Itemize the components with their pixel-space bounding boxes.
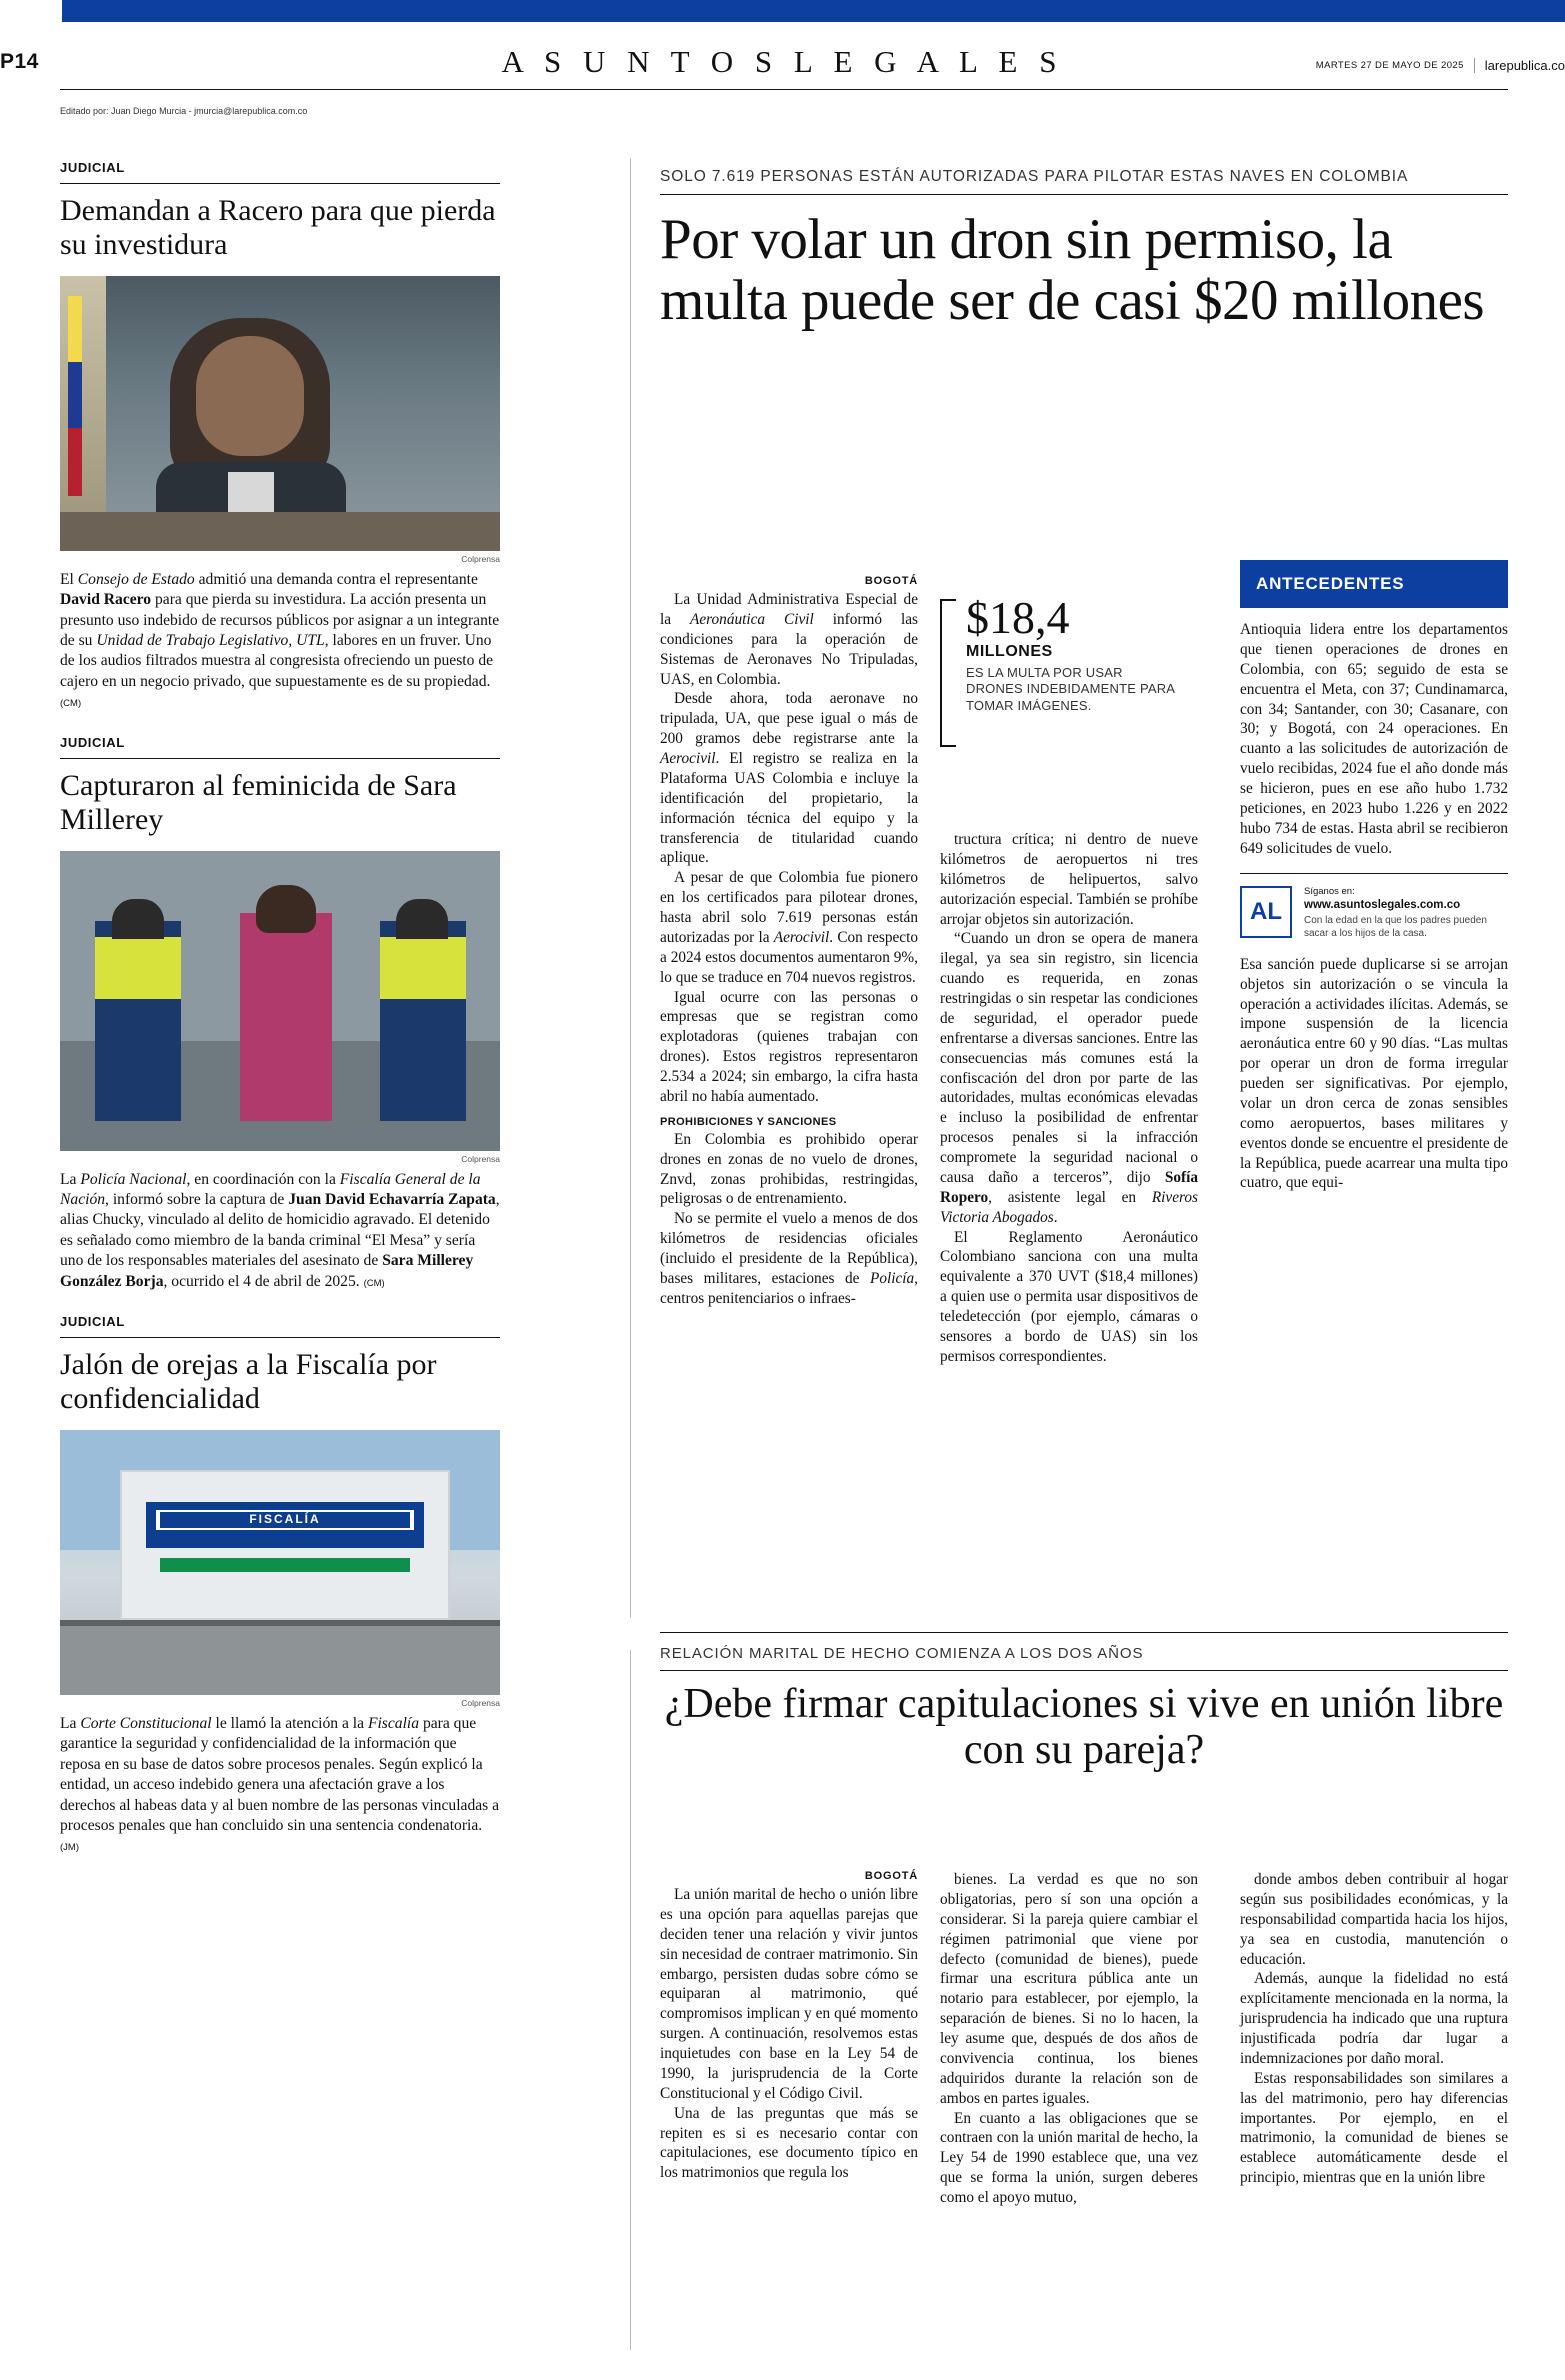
antecedentes-closing: Esa sanción puede duplicarse si se arrojan objetos sin autorización o se vincula la operación a actividades ilícitas. Además, se impone suspensión de la licencia aeronáutica entre 60 y 90 días. “Las multas por operar un dron de forma irregular pueden ser significativas. Por ejemplo, volar un dron cerca de zonas sensibles como aeropuertos, bases militares y eventos donde se encuentre el presidente de la República, puede acarrear una multa tipo cuatro, que equi- (1240, 955, 1508, 1192)
left-body-2 (60, 1170, 500, 1293)
left-body-3 (60, 1714, 500, 1857)
left-column (60, 160, 500, 1857)
main-headline[interactable]: Por volar un dron sin permiso, la multa puede ser de casi $20 millones (660, 208, 1485, 332)
follow-url[interactable]: www.asuntoslegales.com.co (1304, 899, 1461, 912)
bottom-col-1 (660, 1870, 918, 2183)
antecedentes-box (1240, 560, 1508, 1193)
left-headline-1[interactable]: Demandan a Racero para que pierda su investidura (60, 194, 496, 261)
rule-1 (60, 183, 500, 184)
antecedentes-body: Antioquia lidera entre los departamentos que tienen operaciones de drones en Colombia, con 65; seguido de esta se encuentra el Meta, con 37; Cundinamarca, con 34; Santander, con 30; Casanare, con 30; y Bogotá, con 24 operaciones. En cuanto a las solicitudes de autorización de vuelo recibidas, 2024 fue el año donde más se hicieron, pues en ese año hubo 1.732 peticiones, en 2023 hubo 1.226 y en 2022 hubo 734 de estas. Hasta abril se recibieron 649 solicitudes de vuelo. (1240, 621, 1508, 857)
follow-text (1304, 886, 1508, 941)
main-col-2 (940, 830, 1198, 1367)
bottom-headline[interactable]: ¿Debe firmar capitulaciones si vive en unión libre con su pareja? (664, 1681, 1504, 1774)
dateline-main: BOGOTÁ (864, 575, 918, 587)
main-story (660, 168, 1508, 331)
bottom-col1-text: La unión marital de hecho o unión libre es una opción para aquellas parejas que deciden tener una relación y vivir juntos sin necesidad de contraer matrimonio. Sin embargo, persisten dudas sobre cómo se equiparan al matrimonio, qué compromisos implican y en qué momento surgen. A continuación, resolvemos estas inquietudes con base en la Ley 54 de 1990, la jurisprudencia de la Corte Constitucional y el Código Civil. Una de las preguntas que más se repiten es si es necesario contar con capitulaciones, ese documento típico en los matrimonios que regula los (660, 1886, 918, 2182)
rule-2 (60, 758, 500, 759)
left-body-text-1: El Consejo de Estado admitió una demanda contra el representante David Racero para que pierda su investidura. La acción presenta un presunto uso indebido de recursos públicos por asignar a un integrante de su Unidad de Trabajo Legislativo, UTL, labores en un fruver. Uno de los audios filtrados muestra al congresista ofreciendo un puesto de cajero en un negocio privado, que supuestamente es de su propiedad. (60, 570, 500, 690)
column-rule-1 (630, 158, 631, 1618)
page-folio: P14 (0, 50, 39, 73)
bottom-col2-text: bienes. La verdad es que no son obligatorias, pero sí son una opción a considerar. Si la pareja quiere cambiar el régimen patrimonial que viene por defecto (comunidad de bienes), puede firmar una escritura pública ante un notario para establecer, por ejemplo, la separación de bienes. Si no lo hacen, la ley asume que, después de dos años de convivencia continua, los bienes adquiridos durante la relación son de ambos en partes iguales. En cuanto a las obligaciones que se contraen con la unión marital de hecho, la Ley 54 de 1990 establece que, una vez que se forma la unión, surgen deberes como el apoyo mutuo, (940, 1871, 1198, 2206)
pull-unit: MILLONES (966, 643, 1053, 660)
rule-3 (60, 1337, 500, 1338)
follow-label: Síganos en: (1304, 885, 1355, 897)
left-signature-3: (JM) (60, 1842, 79, 1854)
main-col2-text: tructura crítica; ni dentro de nueve kilómetros de aeropuertos ni tres kilómetros de helipuertos, salvo autorización especial. También se prohíbe arrojar objetos sin autorización. “Cuando un dron se opera de manera ilegal, ya sea sin registro, sin licencia cuando es requerida, en zonas restringidas o sin respetar las condiciones de seguridad, el operador puede enfrentarse a diversas sanciones. Entre las consecuencias más comunes está la confiscación del dron por parte de las autoridades, multas económicas elevadas e incluso la posibilidad de enfrentar procesos penales si la infracción compromete la seguridad nacional o causa daño a terceros”, dijo Sofía Ropero, asistente legal en Riveros Victoria Abogados. El Reglamento Aeronáutico Colombiano sanciona con una multa equivalente a 370 UVT ($18,4 millones) a quien use o permita usar dispositivos de teledetección (por ejemplo, cámaras o sensores a bordo de UAS) sin los permisos correspondientes. (940, 831, 1198, 1365)
bottom-story (660, 1645, 1508, 1773)
masthead-divider (1474, 58, 1475, 73)
follow-tagline: Con la edad en la que los padres pueden sacar a los hijos de la casa. (1304, 914, 1487, 940)
photo-racero (60, 276, 500, 551)
main-col1b-text: En Colombia es prohibido operar drones en zonas de no vuelo de drones, Znvd, zonas prohibidas, restringidas, peligrosas o de entrenamiento. No se permite el vuelo a menos de dos kilómetros de residencias oficiales (incluido el presidente de la República), bases militares, estaciones de Policía, centros penitenciarios o infraes- (660, 1130, 918, 1307)
photo-credit-3: Colprensa (461, 1697, 500, 1708)
photo-captura (60, 851, 500, 1151)
kicker-judicial-1: JUDICIAL (60, 160, 125, 175)
bottom-col3-text: donde ambos deben contribuir al hogar según sus posibilidades económicas, y la responsabilidad compartida hacia los hijos, ya sea en custodia, manutención o educación. Además, aunque la fidelidad no está explícitamente mencionada en la norma, la jurisprudencia ha indicado que una ruptura injustificada podría dar lugar a indemnizaciones por daño moral. Estas responsabilidades son similares a las del matrimonio, pero hay diferencias importantes. Por ejemplo, en el matrimonio, la comunidad de bienes se establece automáticamente desde el principio, mientras que en la unión libre (1240, 1871, 1508, 2187)
site-url[interactable]: larepublica.co (1484, 58, 1565, 73)
main-col-1 (660, 575, 918, 1309)
bottom-col-2 (940, 1870, 1198, 2208)
antecedentes-title: ANTECEDENTES (1240, 560, 1508, 608)
kicker-judicial-3: JUDICIAL (60, 1314, 125, 1330)
bracket-decoration (940, 599, 956, 747)
bottom-antetitulo: RELACIÓN MARITAL DE HECHO COMIENZA A LOS DOS AÑOS (660, 1645, 1508, 1671)
left-body-text-3: La Corte Constitucional le llamó la atención a la Fiscalía para que garantice la seguridad y confidencialidad de la información que reposa en su base de datos sobre procesos penales. Según explicó la entidad, un acceso indebido genera una afectación grave a los derechos al habeas data y al buen nombre de las personas vinculadas a procesos penales que han concluido sin una sentencia condenatoria. (60, 1714, 500, 1834)
main-col1-text: La Unidad Administrativa Especial de la Aeronáutica Civil informó las condiciones para la operación de Sistemas de Aeronaves No Tripuladas, UAS, en Colombia. Desde ahora, toda aeronave no tripulada, UA, que pese igual o más de 200 gramos debe registrarse ante la Aerocivil. El registro se realiza en la Plataforma UAS Colombia e incluye la identificación del propietario, la información técnica del equipo y la transferencia de titularidad cuando aplique. A pesar de que Colombia fue pionero en los certificados para pilotear drones, hasta abril solo 7.619 personas están autorizadas por la Aerocivil. Con respecto a 2024 estos documentos aumentaron 9%, lo que se traduce en 704 nuevos registros. Igual ocurre con las personas o empresas que se registran como explotadoras (quienes trabajan con drones). Estos registros representaron 2.534 a 2024; sin embargo, la cifra hasta abril no había aumentado. (660, 591, 919, 1105)
dateline-bottom: BOGOTÁ (864, 1870, 918, 1882)
section-title: A S U N T O S L E G A L E S (501, 44, 1064, 79)
left-body-1 (60, 570, 500, 713)
editor-credit: Editado por: Juan Diego Murcia - jmurcia@larepublica.com.co (60, 106, 308, 116)
photo-credit-1: Colprensa (461, 553, 500, 564)
topbar-white-notch (0, 0, 62, 22)
left-signature-2: (CM) (363, 1277, 385, 1289)
left-signature-1: (CM) (60, 698, 82, 710)
left-headline-2[interactable]: Capturaron al feminicida de Sara Millerey (60, 768, 457, 836)
bottom-col-3 (1240, 1870, 1508, 2188)
left-headline-3[interactable]: Jalón de orejas a la Fiscalía por confidencialidad (60, 1348, 437, 1415)
masthead-meta (1316, 58, 1565, 73)
column-rule-2 (630, 1650, 631, 2350)
rule-above-bottom-story (660, 1632, 1508, 1633)
follow-us-box (1240, 873, 1508, 941)
left-article-1 (60, 160, 500, 713)
left-article-2 (60, 735, 500, 1292)
al-logo: AL (1240, 886, 1292, 938)
photo-fiscalia: FISCALÍA (60, 1430, 500, 1695)
main-pull-quote (940, 592, 1180, 714)
top-blue-bar (0, 0, 1565, 22)
photo-credit-2: Colprensa (461, 1153, 500, 1164)
pull-description: ES LA MULTA POR USAR DRONES INDEBIDAMENTE PARA TOMAR IMÁGENES. (966, 665, 1175, 713)
main-antetitulo: SOLO 7.619 PERSONAS ESTÁN AUTORIZADAS PARA PILOTAR ESTAS NAVES EN COLOMBIA (660, 168, 1508, 195)
left-article-3 (60, 1314, 500, 1857)
left-body-text-2: La Policía Nacional, en coordinación con la Fiscalía General de la Nación, informó sobre la captura de Juan David Echavarría Zapata, alias Chucky, vinculado al delito de homicidio agravado. El detenido es señalado como miembro de la banda criminal “El Mesa” y sería uno de los responsables materiales del asesinato de Sara Millerey González Borja, ocurrido el 4 de abril de 2025. (60, 1170, 500, 1290)
kicker-judicial-2: JUDICIAL (60, 734, 125, 750)
main-subhead-prohibiciones: PROHIBICIONES Y SANCIONES (660, 1115, 837, 1128)
pull-amount: $18,4 (966, 592, 1070, 643)
issue-date: MARTES 27 DE MAYO DE 2025 (1315, 60, 1464, 71)
